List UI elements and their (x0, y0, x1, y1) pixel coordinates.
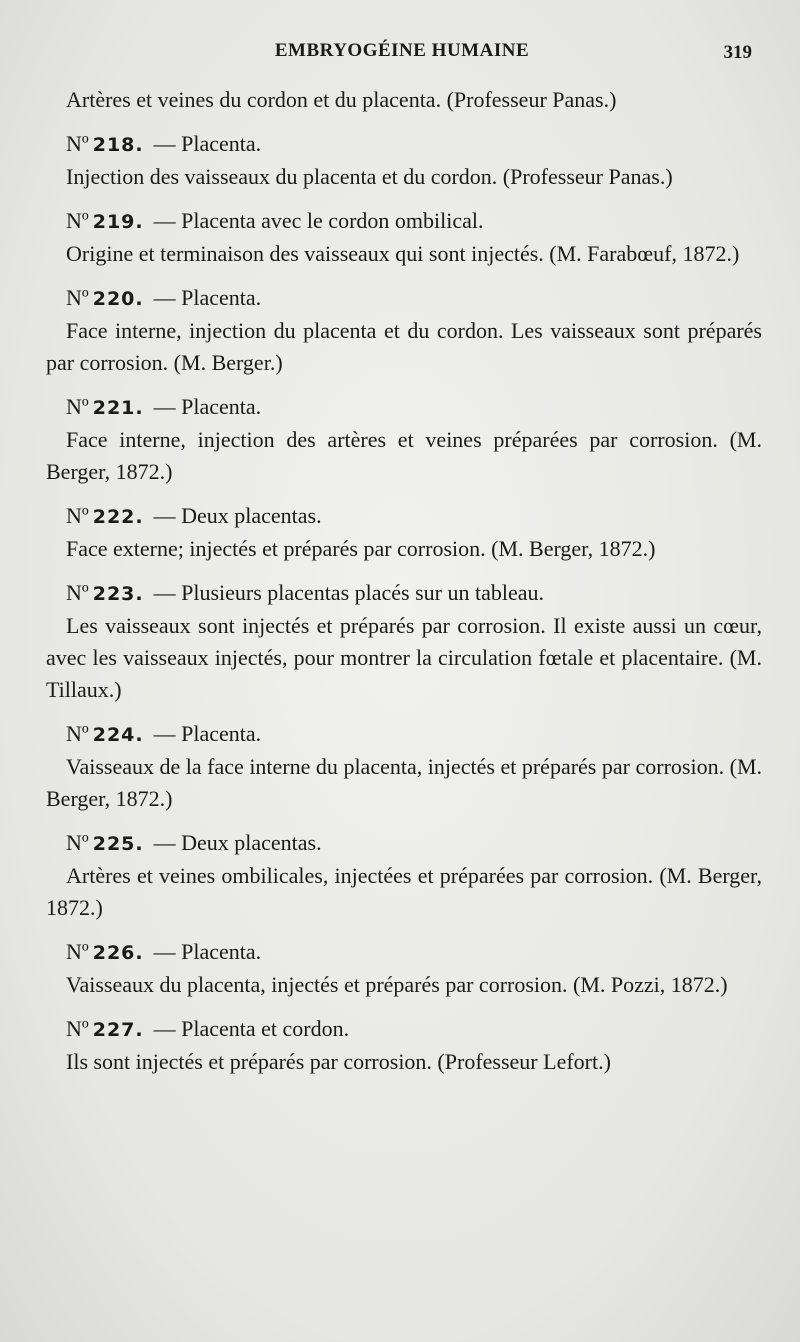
entry-no-label: Nº (66, 1016, 89, 1041)
entry-description: Vaisseaux du placenta, injectés et préparés par corrosion. (M. Pozzi, 1872.) (66, 972, 728, 997)
catalog-entry (46, 1013, 762, 1078)
entry-heading (46, 205, 762, 238)
entry-no-label: Nº (66, 208, 89, 233)
entry-description: Origine et terminaison des vaisseaux qui sont injectés. (M. Farabœuf, 1872.) (66, 241, 740, 266)
catalog-entry (46, 205, 762, 270)
entry-heading (46, 391, 762, 424)
entry-title: — Deux placentas. (153, 830, 322, 855)
entry-title: — Placenta avec le cordon ombilical. (153, 208, 484, 233)
entry-description: Vaisseaux de la face interne du placenta, injectés et préparés par corrosion. (M. Berger, 1872.) (46, 754, 762, 811)
entry-heading (46, 718, 762, 751)
entry-number: 223. (92, 583, 144, 605)
entry-description: Les vaisseaux sont injectés et préparés par corrosion. Il existe aussi un cœur, avec les vaisseaux injectés, pour montrer la circulation fœtale et placentaire. (M. Tillaux.) (46, 613, 762, 702)
entry-title: — Placenta. (153, 131, 262, 156)
entry-description: Face interne, injection des artères et veines préparées par corrosion. (M. Berger, 1872.) (46, 427, 762, 484)
entry-title: — Placenta. (153, 721, 262, 746)
entry-description: Face interne, injection du placenta et du cordon. Les vaisseaux sont préparés par corrosion. (M. Berger.) (46, 318, 762, 375)
catalog-entry (46, 936, 762, 1001)
entry-heading (46, 936, 762, 969)
entry-title: — Placenta et cordon. (153, 1016, 350, 1041)
entry-no-label: Nº (66, 830, 89, 855)
entry-number: 222. (92, 506, 144, 528)
entry-no-label: Nº (66, 394, 89, 419)
page-header (44, 38, 760, 68)
entry-no-label: Nº (66, 131, 89, 156)
catalog-entry (46, 282, 762, 379)
entry-no-label: Nº (66, 285, 89, 310)
page-number: 319 (723, 42, 752, 63)
entry-no-label: Nº (66, 939, 89, 964)
entry-title: — Placenta. (153, 939, 262, 964)
entry-number: 218. (92, 134, 144, 156)
entry-number: 226. (92, 942, 144, 964)
page-content (46, 84, 762, 1090)
continued-description: Artères et veines du cordon et du placenta. (Professeur Panas.) (66, 87, 617, 112)
entry-heading (46, 577, 762, 610)
entry-number: 221. (92, 397, 144, 419)
entry-description: Injection des vaisseaux du placenta et du cordon. (Professeur Panas.) (66, 164, 673, 189)
catalog-entry (46, 128, 762, 193)
entry-no-label: Nº (66, 503, 89, 528)
entry-description: Artères et veines ombilicales, injectées et préparées par corrosion. (M. Berger, 1872.) (46, 863, 762, 920)
entry-number: 224. (92, 724, 144, 746)
entry-title: — Deux placentas. (153, 503, 322, 528)
entry-number: 220. (92, 288, 144, 310)
catalog-entry (46, 500, 762, 565)
entry-description: Ils sont injectés et préparés par corrosion. (Professeur Lefort.) (66, 1049, 611, 1074)
catalog-entry (46, 827, 762, 924)
entry-no-label: Nº (66, 580, 89, 605)
entry-no-label: Nº (66, 721, 89, 746)
catalog-entry (46, 718, 762, 815)
entry-heading (46, 827, 762, 860)
catalog-entry (46, 391, 762, 488)
entry-title: — Placenta. (153, 394, 262, 419)
entry-heading (46, 500, 762, 533)
entry-number: 225. (92, 833, 144, 855)
entry-description: Face externe; injectés et préparés par corrosion. (M. Berger, 1872.) (66, 536, 656, 561)
entry-title: — Plusieurs placentas placés sur un tableau. (153, 580, 545, 605)
entry-heading (46, 1013, 762, 1046)
entry-title: — Placenta. (153, 285, 262, 310)
catalog-entry (46, 577, 762, 706)
entry-number: 227. (92, 1019, 144, 1041)
entry-number: 219. (92, 211, 144, 233)
running-title: EMBRYOGÉINE HUMAINE (274, 40, 530, 61)
entry-heading (46, 282, 762, 315)
entry-heading (46, 128, 762, 161)
